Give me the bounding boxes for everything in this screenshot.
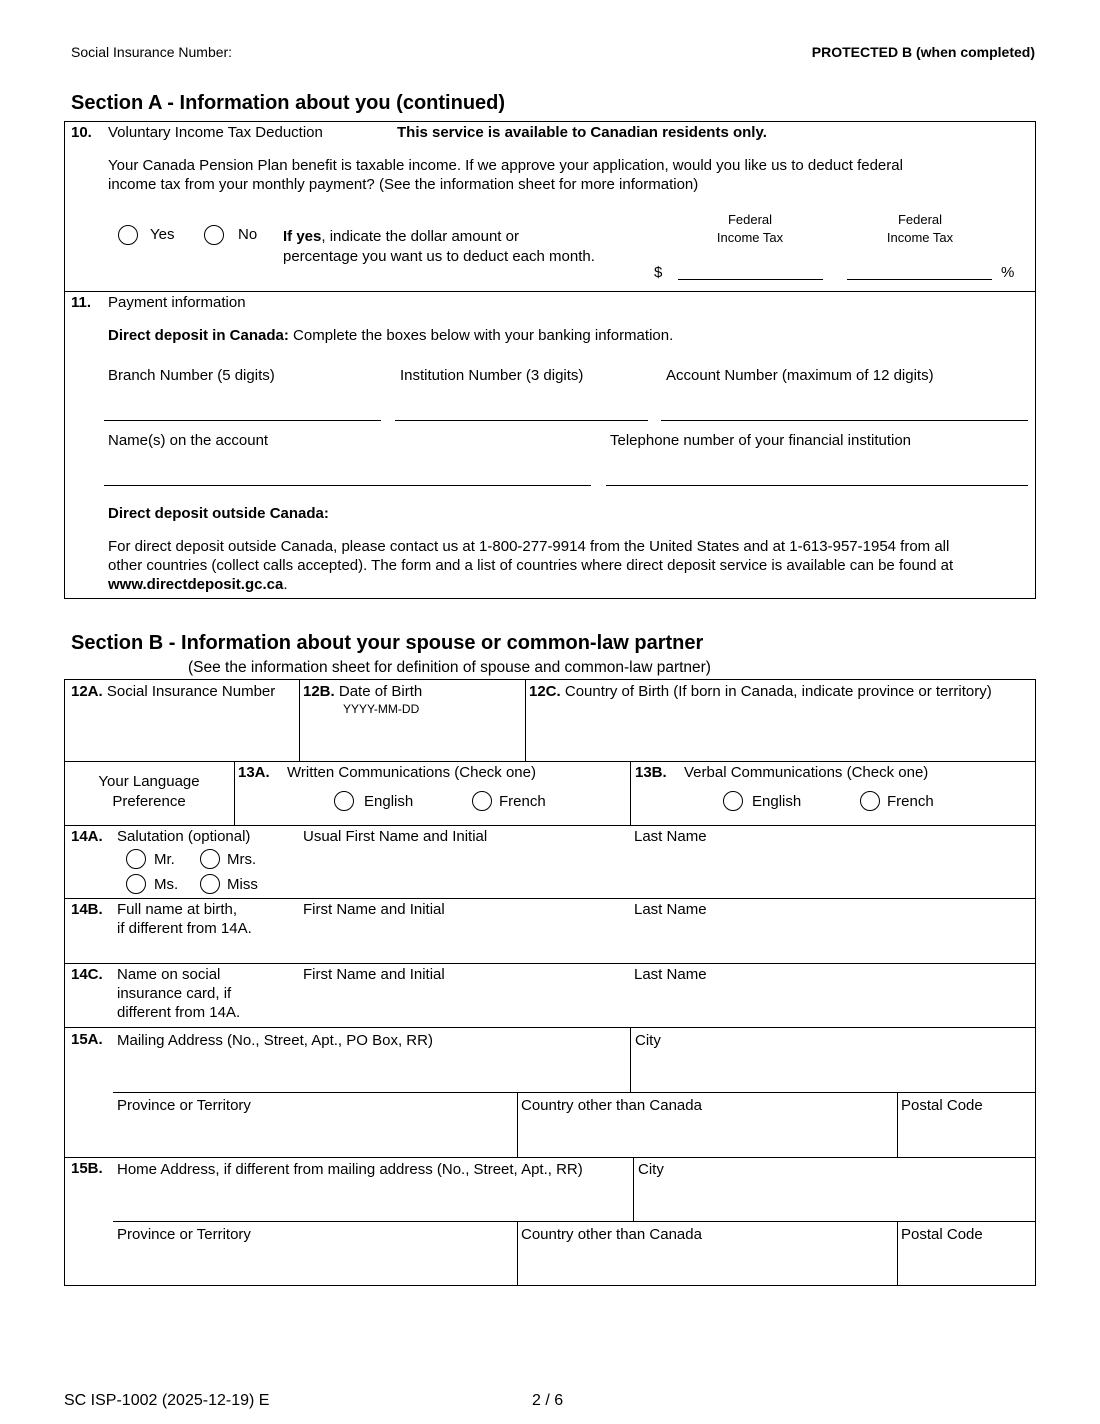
branch-number-label: Branch Number (5 digits)	[108, 367, 275, 384]
written-english-label: English	[364, 793, 414, 810]
spouse-dob-field[interactable]	[303, 720, 521, 758]
divider	[633, 1157, 634, 1222]
q12a-label	[71, 683, 275, 700]
mailing-address-field[interactable]	[117, 1052, 625, 1090]
q12b-label	[303, 683, 422, 700]
mailing-city-label: City	[635, 1032, 661, 1049]
home-country-label: Country other than Canada	[521, 1226, 702, 1243]
dollar-amount-field[interactable]	[678, 279, 823, 280]
home-city-label: City	[638, 1161, 664, 1178]
account-number-label: Account Number (maximum of 12 digits)	[666, 367, 934, 384]
language-preference-label-2: Preference	[112, 793, 186, 810]
q15a-number: 15A.	[71, 1031, 103, 1048]
page-number: 2 / 6	[532, 1392, 564, 1409]
account-number-field[interactable]	[661, 420, 1028, 421]
divider	[525, 679, 526, 761]
divider	[64, 1157, 1036, 1158]
miss-radio[interactable]	[200, 874, 220, 894]
q10-notice: This service is available to Canadian residents only.	[397, 124, 767, 141]
mailing-postal-code-label: Postal Code	[901, 1097, 983, 1114]
divider	[64, 963, 1036, 964]
direct-deposit-canada-rest: Complete the boxes below with your banking information.	[288, 327, 674, 344]
sin-header-label: Social Insurance Number:	[71, 44, 233, 60]
direct-deposit-canada-bold: Direct deposit in Canada:	[108, 327, 289, 344]
verbal-english-label: English	[752, 793, 802, 810]
mailing-postal-code-field[interactable]	[901, 1118, 1031, 1154]
mrs-label: Mrs.	[227, 851, 257, 868]
q10-text-line1: Your Canada Pension Plan benefit is taxable income. If we approve your application, would you like us to deduct federal	[108, 157, 903, 174]
divider	[517, 1092, 518, 1157]
q10-label: Voluntary Income Tax Deduction	[108, 124, 323, 141]
form-id: SC ISP-1002 (2025-12-19) E	[64, 1392, 270, 1409]
mrs-radio[interactable]	[200, 849, 220, 869]
if-yes-instruction-line2: percentage you want us to deduct each month.	[283, 248, 595, 265]
percent-amount-field[interactable]	[847, 279, 992, 280]
q13b-number: 13B.	[635, 764, 667, 781]
birth-first-name-label: First Name and Initial	[303, 901, 445, 918]
institution-number-label: Institution Number (3 digits)	[400, 367, 584, 384]
q11-label: Payment information	[108, 294, 246, 311]
q14b-label-1: Full name at birth,	[117, 901, 238, 918]
q15b-number: 15B.	[71, 1160, 103, 1177]
outside-text-line2: other countries (collect calls accepted). The form and a list of countries where direct deposit service is available can be found at	[108, 557, 954, 574]
home-province-field[interactable]	[117, 1247, 513, 1283]
mailing-address-label: Mailing Address (No., Street, Apt., PO Box, RR)	[117, 1032, 433, 1049]
sin-card-last-name-field[interactable]	[634, 987, 1030, 1024]
no-label: No	[238, 226, 258, 243]
mr-label: Mr.	[154, 851, 175, 868]
q14b-label-2: if different from 14A.	[117, 920, 252, 937]
outside-text-line1: For direct deposit outside Canada, please contact us at 1-800-277-9914 from the United States and at 1-613-957-1954 from all	[108, 538, 950, 555]
q14a-number: 14A.	[71, 828, 103, 845]
home-address-field[interactable]	[117, 1182, 627, 1218]
federal-tax-percent-label-1: Federal	[897, 212, 943, 227]
mailing-city-field[interactable]	[635, 1052, 1031, 1090]
ms-radio[interactable]	[126, 874, 146, 894]
q12c-label	[529, 683, 992, 700]
outside-text-line3	[108, 576, 288, 593]
home-address-label: Home Address, if different from mailing address (No., Street, Apt., RR)	[117, 1161, 583, 1178]
if-yes-rest: , indicate the dollar amount or	[321, 228, 519, 245]
period: .	[283, 576, 288, 593]
divider	[630, 761, 631, 825]
section-b-subtitle: (See the information sheet for definition of spouse and common-law partner)	[188, 659, 711, 676]
verbal-french-radio[interactable]	[860, 791, 880, 811]
q14c-label-3: different from 14A.	[117, 1004, 241, 1021]
birth-last-name-field[interactable]	[634, 922, 1030, 960]
federal-tax-dollar-label-2: Income Tax	[716, 230, 784, 245]
institution-phone-label: Telephone number of your financial institution	[610, 432, 912, 449]
date-format-hint: YYYY-MM-DD	[343, 702, 420, 716]
divider	[64, 1027, 1036, 1028]
divider	[64, 291, 1036, 292]
account-names-field[interactable]	[104, 485, 591, 486]
q12b-number: 12B.	[303, 683, 335, 700]
percent-sign: %	[1001, 264, 1015, 281]
q12c-text: Country of Birth (If born in Canada, indicate province or territory)	[564, 683, 992, 700]
mailing-province-label: Province or Territory	[117, 1097, 251, 1114]
direct-deposit-canada-instruction	[108, 327, 673, 344]
written-french-label: French	[499, 793, 546, 810]
q14c-label-2: insurance card, if	[117, 985, 232, 1002]
divider	[64, 898, 1036, 899]
q14c-number: 14C.	[71, 966, 103, 983]
q12c-number: 12C.	[529, 683, 561, 700]
sin-card-first-name-label: First Name and Initial	[303, 966, 445, 983]
if-yes-bold: If yes	[283, 228, 322, 245]
home-province-label: Province or Territory	[117, 1226, 251, 1243]
birth-last-name-label: Last Name	[634, 901, 707, 918]
divider	[234, 761, 235, 825]
q13a-label: Written Communications (Check one)	[287, 764, 536, 781]
yes-label: Yes	[150, 226, 175, 243]
no-radio[interactable]	[204, 225, 224, 245]
dollar-sign: $	[654, 264, 663, 281]
federal-tax-dollar-label-1: Federal	[727, 212, 773, 227]
mailing-country-label: Country other than Canada	[521, 1097, 702, 1114]
divider	[630, 1027, 631, 1092]
home-postal-code-label: Postal Code	[901, 1226, 983, 1243]
divider	[64, 761, 1036, 762]
written-english-radio[interactable]	[334, 791, 354, 811]
divider	[897, 1221, 898, 1286]
direct-deposit-outside-title: Direct deposit outside Canada:	[108, 505, 329, 522]
sin-card-last-name-label: Last Name	[634, 966, 707, 983]
federal-tax-percent-label-2: Income Tax	[886, 230, 954, 245]
divider	[897, 1092, 898, 1157]
last-name-field[interactable]	[634, 850, 1030, 894]
divider	[64, 825, 1036, 826]
mailing-country-field[interactable]	[521, 1118, 893, 1154]
yes-radio[interactable]	[118, 225, 138, 245]
language-preference-label-1: Your Language	[98, 773, 200, 790]
q12a-number: 12A.	[71, 683, 103, 700]
spouse-country-of-birth-field[interactable]	[529, 705, 1032, 758]
q11-number: 11.	[71, 294, 92, 311]
home-country-field[interactable]	[521, 1247, 893, 1283]
q12a-text: Social Insurance Number	[106, 683, 276, 700]
verbal-french-label: French	[887, 793, 934, 810]
branch-number-field[interactable]	[104, 420, 381, 421]
usual-first-name-label: Usual First Name and Initial	[303, 828, 488, 845]
ms-label: Ms.	[154, 876, 179, 893]
section-b-title: Section B - Information about your spouse or common-law partner	[71, 632, 704, 654]
if-yes-instruction-line1	[283, 228, 519, 245]
mr-radio[interactable]	[126, 849, 146, 869]
birth-first-name-field[interactable]	[303, 922, 623, 960]
q13b-label: Verbal Communications (Check one)	[684, 764, 929, 781]
home-postal-code-field[interactable]	[901, 1247, 1031, 1283]
institution-number-field[interactable]	[395, 420, 648, 421]
usual-first-name-field[interactable]	[303, 850, 623, 894]
divider	[517, 1221, 518, 1286]
miss-label: Miss	[227, 876, 258, 893]
q14c-label-1: Name on social	[117, 966, 221, 983]
written-french-radio[interactable]	[472, 791, 492, 811]
account-names-label: Name(s) on the account	[108, 432, 269, 449]
home-city-field[interactable]	[638, 1182, 1031, 1218]
protected-b-label: PROTECTED B (when completed)	[811, 44, 1035, 60]
verbal-english-radio[interactable]	[723, 791, 743, 811]
institution-phone-field[interactable]	[606, 485, 1028, 486]
sin-card-first-name-field[interactable]	[303, 987, 623, 1024]
q10-text-line2: income tax from your monthly payment? (See the information sheet for more information)	[108, 176, 699, 193]
q14a-label: Salutation (optional)	[117, 828, 251, 845]
q12b-text: Date of Birth	[338, 683, 423, 700]
mailing-province-field[interactable]	[117, 1118, 513, 1154]
q13a-number: 13A.	[238, 764, 270, 781]
last-name-label: Last Name	[634, 828, 707, 845]
direct-deposit-website-link[interactable]: www.directdeposit.gc.ca	[108, 576, 284, 593]
q14b-number: 14B.	[71, 901, 103, 918]
q10-number: 10.	[71, 124, 92, 141]
divider	[299, 679, 300, 761]
spouse-sin-field[interactable]	[68, 718, 296, 758]
section-a-title: Section A - Information about you (continued)	[71, 92, 506, 114]
